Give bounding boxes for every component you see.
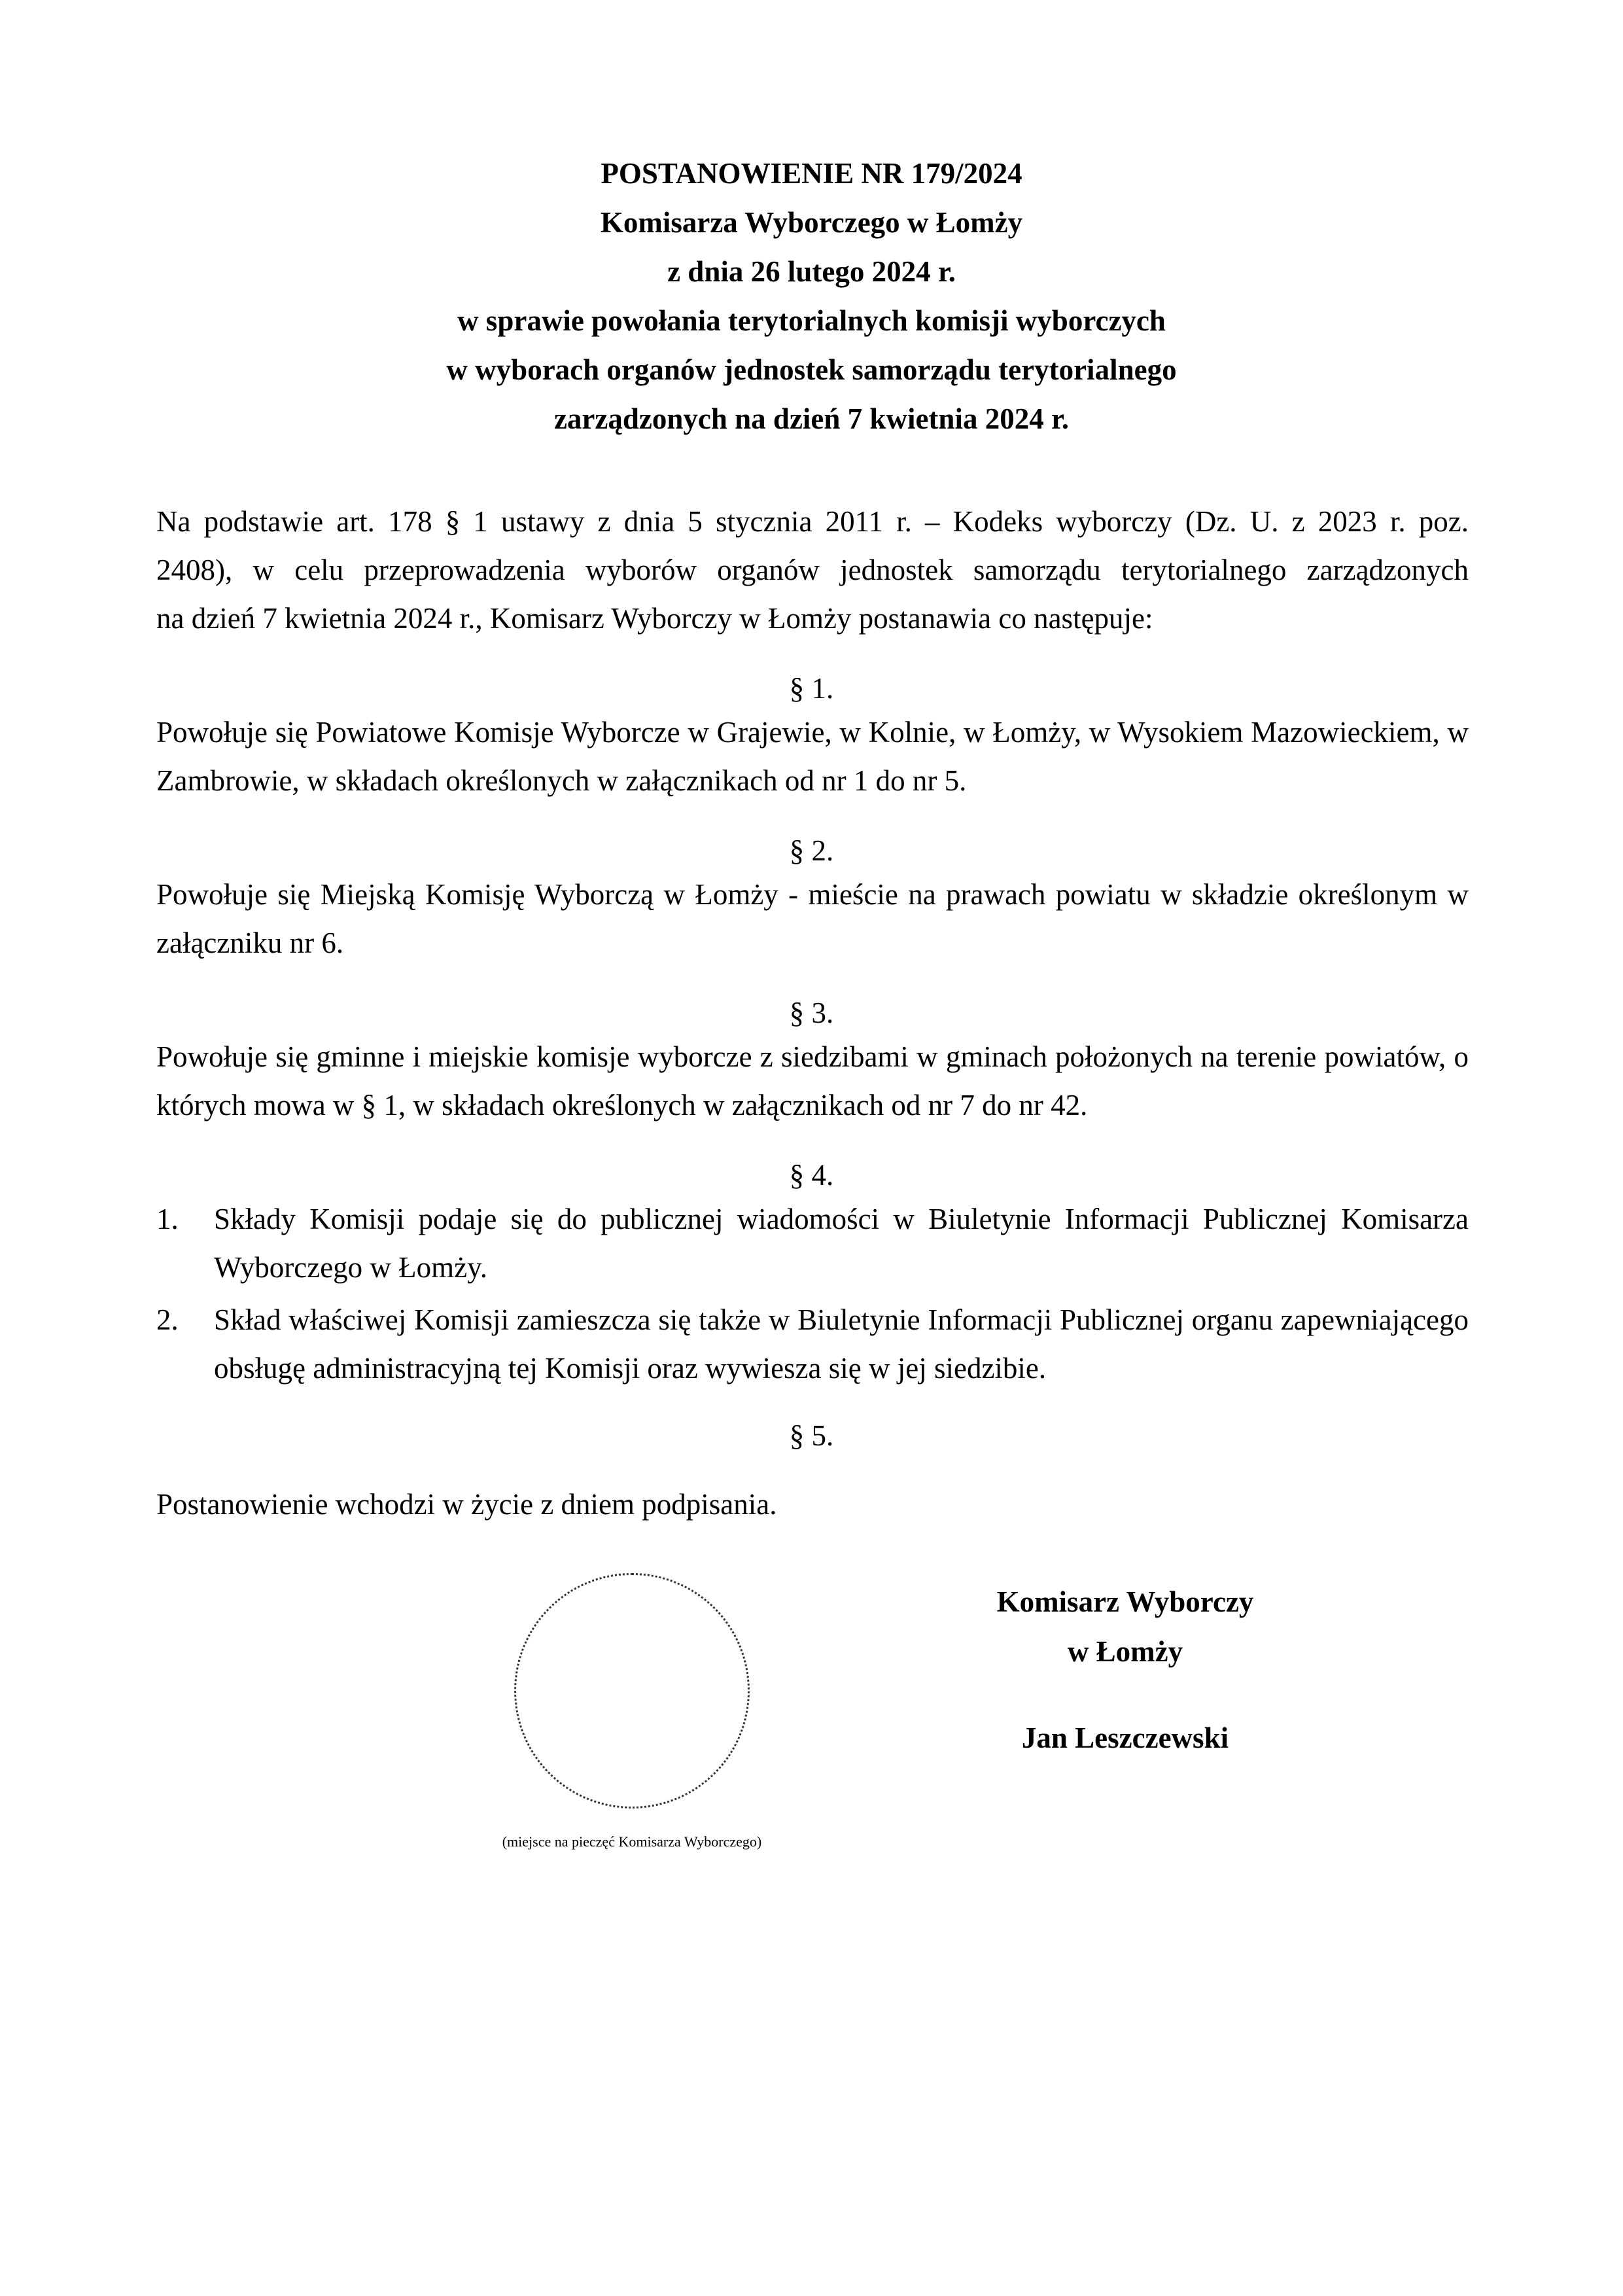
section-4-item-2	[156, 1296, 1469, 1392]
list-number: 1.	[156, 1203, 179, 1235]
list-item-text: Składy Komisji podaje się do publicznej wiadomości w Biuletynie Informacji Publicznej Komisarza Wyborczego w Łomży.	[214, 1203, 1469, 1284]
stamp-caption: (miejsce na pieczęć Komisarza Wyborczego)	[502, 1833, 762, 1850]
section-text-1: Powołuje się Powiatowe Komisje Wyborcze w Grajewie, w Kolnie, w Łomży, w Wysokiem Mazowieckiem, w Zambrowie, w składach określonych w załącznikach od nr 1 do nr 5.	[156, 716, 1469, 797]
section-mark-3: § 3.	[789, 997, 834, 1029]
signature-title-line-2: w Łomży	[1067, 1635, 1183, 1668]
signature-title-line-1: Komisarz Wyborczy	[996, 1585, 1254, 1618]
section-mark-4: § 4.	[789, 1159, 834, 1192]
preamble-line-1: Na podstawie art. 178 § 1 ustawy z dnia 5 stycznia 2011 r. – Kodeks wyborczy (Dz. U. z 2023 r. poz.	[156, 505, 1469, 538]
issuer-line: Komisarza Wyborczego w Łomży	[600, 206, 1023, 239]
signatory-name: Jan Leszczewski	[1021, 1722, 1229, 1754]
section-text-2: Powołuje się Miejską Komisję Wyborczą w Łomży - mieście na prawach powiatu w składzie określonym w załączniku nr 6.	[156, 878, 1469, 959]
section-mark-2: § 2.	[789, 834, 834, 867]
section-mark-5: § 5.	[789, 1419, 834, 1452]
section-4-item-1	[156, 1195, 1469, 1292]
document-header	[0, 149, 1623, 444]
list-number: 2.	[156, 1303, 179, 1336]
preamble-line-2: 2408), w celu przeprowadzenia wyborów organów jednostek samorządu terytorialnego zarządzonych	[156, 554, 1469, 586]
preamble	[156, 497, 1469, 643]
subject-line-2: w wyborach organów jednostek samorządu terytorialnego	[446, 353, 1177, 386]
date-line: z dnia 26 lutego 2024 r.	[667, 255, 956, 288]
section-text-3: Powołuje się gminne i miejskie komisje wyborcze z siedzibami w gminach położonych na terenie powiatów, o których mowa w § 1, w składach określonych w załącznikach od nr 7 do nr 42.	[156, 1040, 1469, 1122]
subject-line-1: w sprawie powołania terytorialnych komisji wyborczych	[457, 304, 1166, 337]
section-mark-1: § 1.	[789, 672, 834, 705]
preamble-line-3: na dzień 7 kwietnia 2024 r., Komisarz Wyborczy w Łomży postanawia co następuje:	[156, 602, 1153, 635]
stamp-placeholder-circle	[514, 1573, 750, 1809]
list-item-text: Skład właściwej Komisji zamieszcza się także w Biuletynie Informacji Publicznej organu zapewniającego obsługę administracyjną tej Komisji oraz wywiesza się w jej siedzibie.	[214, 1303, 1469, 1385]
document-title: POSTANOWIENIE NR 179/2024	[601, 157, 1022, 190]
signature-block	[949, 1577, 1302, 1763]
subject-line-3: zarządzonych na dzień 7 kwietnia 2024 r.	[553, 402, 1070, 435]
section-text-5: Postanowienie wchodzi w życie z dniem podpisania.	[156, 1488, 777, 1521]
